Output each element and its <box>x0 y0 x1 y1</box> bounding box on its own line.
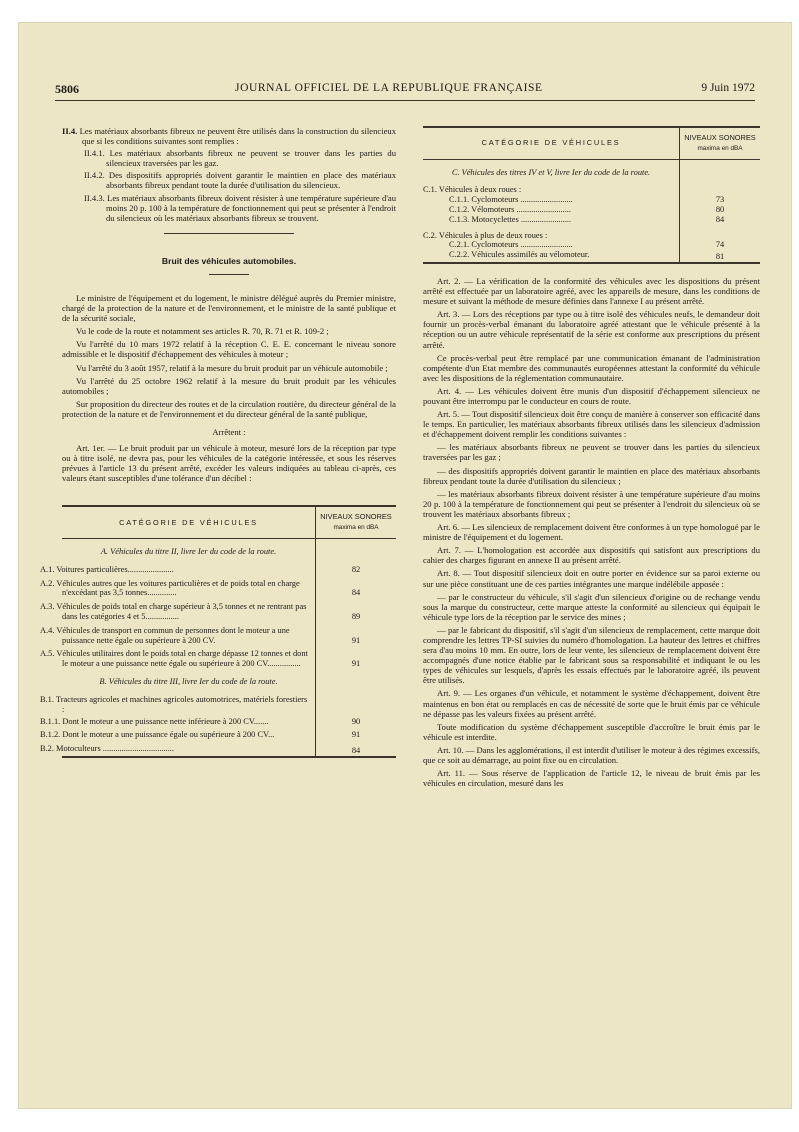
article-5: Art. 5. — Tout dispositif silencieux doit être conçu de manière à conserver son efficacité dans le temps. En particulier, les matériaux absorbants fibreux utilisés dans les silencieux d'admission et d'échappement doivent remplir les conditions suivantes : <box>423 409 760 440</box>
right-column <box>423 126 760 791</box>
table-row: C.1. Véhicules à deux roues : <box>423 177 760 195</box>
table-row: C.1.1. Cyclomoteurs ......................... 73 <box>423 195 760 205</box>
preamble-vu-code: Vu le code de la route et notamment ses articles R. 70, R. 71 et R. 109-2 ; <box>76 326 329 337</box>
article-10: Art. 10. — Dans les agglomérations, il est interdit d'utiliser le moteur à des régimes excessifs, que ce soit au démarrage, au point fixe ou en circulation. <box>423 744 760 765</box>
article-1: Art. 1er. — Le bruit produit par un véhicule à moteur, mesuré lors de la réception par type ou à titre isolé, ne devra pas, pour les véhicules de la catégorie intéressée, et sous les réserves prévues à l'article 13 du présent arrêté, excéder les valeurs indiquées au tableau ci-après, ces valeurs étant susceptibles d'une tolérance d'un décibel : <box>62 443 396 484</box>
journal-title: JOURNAL OFFICIEL DE LA REPUBLIQUE FRANÇAISE <box>235 82 543 94</box>
article-3: Art. 3. — Lors des réceptions par type ou à titre isolé des véhicules neufs, le demandeur doit fournir un procès-verbal émanant du laboratoire agréé attestant que le véhicule présenté à la réception ou un autre véhicule représentatif de la série est conforme aux prescriptions du présent arrêté. <box>423 309 760 350</box>
article-8-item-1: — par le constructeur du véhicule, s'il s'agit d'un silencieux d'origine ou de rechange vendu sous la marque du constructeur, cette marque atteste la conformité au silencieux qui équipait le véhicule type lors de la réception par le service des mines ; <box>423 591 760 622</box>
section-b-title: B. Véhicules du titre III, livre Ier du code de la route. <box>99 677 278 686</box>
section-title: Bruit des véhicules automobiles. <box>161 255 297 266</box>
article-8: Art. 8. — Tout dispositif silencieux doit en outre porter en évidence sur sa paroi externe ou sur une pièce constituant une de ces parties intégrantes une marque indélébile apposée : <box>423 568 760 589</box>
table-row: C.2. Véhicules à plus de deux roues : <box>423 225 760 241</box>
section-b-row <box>62 669 396 687</box>
section-a-row <box>62 539 396 557</box>
section-a-title: A. Véhicules du titre II, livre Ier du code de la route. <box>100 547 277 557</box>
title-underline <box>209 274 249 275</box>
item-ii42: II.4.2. Des dispositifs appropriés doivent garantir le maintien en place des matériaux absorbants fibreux pendant toute la durée d'utilisation du silencieux. <box>84 170 397 191</box>
item-ii41: II.4.1. Les matériaux absorbants fibreux ne peuvent se trouver dans les parties du silencieux traversées par les gaz. <box>84 148 396 169</box>
article-5-item-2: — des dispositifs appropriés doivent garantir le maintien en place des matériaux absorbants fibreux pendant toute la durée d'utilisation du silencieux ; <box>423 465 760 486</box>
article-9: Art. 9. — Les organes d'un véhicule, et notamment le système d'échappement, doivent être maintenus en bon état ou remplacés en cas de nécessité de sorte que le bruit émis par ce véhicule ne dépasse pas les valeurs fixées au présent arrêté. <box>423 688 760 719</box>
page-number: 5806 <box>55 82 79 96</box>
left-column <box>40 126 397 758</box>
preamble-vu-arrete-1972: Vu l'arrêté du 10 mars 1972 relatif à la réception C. E. E. concernant le niveau sonore admissible et le dispositif d'échappement des véhicules à moteur ; <box>62 339 396 360</box>
preamble-vu-arrete-1962: Vu l'arrêté du 25 octobre 1962 relatif à la mesure du bruit produit par les véhicules automobiles ; <box>62 375 396 396</box>
table-row: C.2.2. Véhicules assimilés au vélomoteur. 81 <box>423 250 760 263</box>
table-row: B.1.1. Dont le moteur a une puissance nette inférieure à 200 CV....... 90 <box>62 714 396 727</box>
table-row: B.1. Tracteurs agricoles et machines agricoles automotrices, matériels forestiers : <box>62 687 396 715</box>
section-c-title: C. Véhicules des titres IV et V, livre Ier du code de la route. <box>451 167 651 177</box>
table-row: C.1.3. Motocyclettes ........................ 84 <box>423 215 760 225</box>
article-3-continued: Ce procès-verbal peut être remplacé par une communication émanant de l'administration compétente d'un Etat membre des communautés européennes attestant la conformité du véhicule avec les dispositions de la réglementation communautaire. <box>423 352 760 383</box>
article-8-item-2: — par le fabricant du dispositif, s'il s'agit d'un silencieux de remplacement, cette marque doit comprendre les lettres TP-SI suivies du numéro d'homologation. La hauteur des lettres et chiffres sera d'au moins 10 mm. En outre, lors de leur vente, les silencieux de remplacement doivent être accompagnés d'une notice établie par le fabricant sous sa responsabilité et indiquant le ou les types de véhicules sur lesquels, d'après les essais effectués par le laboratoire agréé, ils peuvent être utilisés. <box>423 624 760 686</box>
article-6: Art. 6. — Les silencieux de remplacement doivent être conformes à un type homologué par le ministre de l'équipement et du logement. <box>423 522 760 543</box>
table-header-category: CATÉGORIE DE VÉHICULES <box>62 506 316 538</box>
table-row: B.1.2. Dont le moteur a une puissance égale ou supérieure à 200 CV... 91 <box>62 727 396 740</box>
table-row: A.2. Véhicules autres que les voitures particulières et de poids total en charge n'excédant pas 3,5 tonnes.............. 84 <box>62 575 396 599</box>
item-ii43: II.4.3. Les matériaux absorbants fibreux doivent résister à une température supérieure d'au moins 20 p. 100 à la température de fonctionnement qui peut se présenter à l'endroit du silencieux où les matériaux absorbants fibreux se trouvent. <box>84 192 397 223</box>
table-header-levels: NIVEAUX SONORES maxima en dBA <box>316 506 397 538</box>
noise-table-right <box>423 126 760 264</box>
item-ii4: II.4. Les matériaux absorbants fibreux ne peuvent être utilisés dans la construction du silencieux que si les conditions suivantes sont remplies : <box>62 126 396 147</box>
arretent: Arrêtent : <box>212 426 246 437</box>
header-rule <box>55 100 755 101</box>
preamble-proposition: Sur proposition du directeur des routes et de la circulation routière, du directeur général de la protection de la nature et de l'environnement et du directeur général de la santé publique, <box>62 398 396 419</box>
table-header-levels: NIVEAUX SONORES maxima en dBA <box>680 127 761 159</box>
article-5-item-3: — les matériaux absorbants fibreux doivent résister à une température supérieure d'au moins 20 p. 100 à la température de fonctionnement qui peut se présenter à l'endroit du silencieux où se trouvent les matériaux absorbants fibreux ; <box>423 488 760 519</box>
article-9-continued: Toute modification du système d'échappement susceptible d'accroître le bruit émis par le véhicule est interdite. <box>423 721 760 742</box>
table-row: C.2.1. Cyclomoteurs ......................... 74 <box>423 240 760 250</box>
table-header-category: CATÉGORIE DE VÉHICULES <box>423 127 680 159</box>
article-2: Art. 2. — La vérification de la conformité des véhicules avec les dispositions du présent arrêté est effectuée par un laboratoire agréé, avec les appareils de mesure, dans les conditions de mesure et suivant la méthode de mesure définies dans l'annexe I au présent arrêté. <box>423 275 760 307</box>
table-row: A.1. Voitures particulières...................... 82 <box>62 557 396 575</box>
table-row: C.1.2. Vélomoteurs .......................... 80 <box>423 205 760 215</box>
noise-table-left <box>40 505 396 757</box>
article-4: Art. 4. — Les véhicules doivent être munis d'un dispositif d'échappement silencieux ne pouvant être interrompu par le conducteur en cours de route. <box>423 385 760 406</box>
section-divider <box>164 233 294 234</box>
article-11: Art. 11. — Sous réserve de l'application de l'article 12, le niveau de bruit émis par les véhicules en circulation, mesuré dans les <box>423 768 760 789</box>
table-row: A.4. Véhicules de transport en commun de personnes dont le moteur a une puissance nette égale ou supérieure à 200 CV. 91 <box>62 622 396 646</box>
article-5-item-1: — les matériaux absorbants fibreux ne peuvent se trouver dans les parties du silencieux traversées par les gaz ; <box>423 442 760 463</box>
table-row: A.5. Véhicules utilitaires dont le poids total en charge dépasse 12 tonnes et dont le moteur a une puissance nette égale ou supérieure à 200 CV................ 91 <box>62 645 396 669</box>
preamble-ministers: Le ministre de l'équipement et du logement, le ministre délégué auprès du Premier ministre, chargé de la protection de la nature et de l'environnement, et le ministre de la santé publique et de la sécurité sociale, <box>62 292 396 324</box>
page-header <box>55 82 755 96</box>
issue-date: 9 Juin 1972 <box>701 82 755 94</box>
table-row: B.2. Motoculteurs .................................. 84 <box>62 740 396 757</box>
section-c-row <box>423 159 760 177</box>
article-7: Art. 7. — L'homologation est accordée aux dispositifs qui satisfont aux prescriptions du cahier des charges figurant en annexe II au présent arrêté. <box>423 545 760 566</box>
table-row: A.3. Véhicules de poids total en charge supérieur à 3,5 tonnes et ne rentrant pas dans les catégories 4 et 5................ 89 <box>62 598 396 622</box>
preamble-vu-arrete-1957: Vu l'arrêté du 3 août 1957, relatif à la mesure du bruit produit par un véhicule automobile ; <box>76 362 388 373</box>
